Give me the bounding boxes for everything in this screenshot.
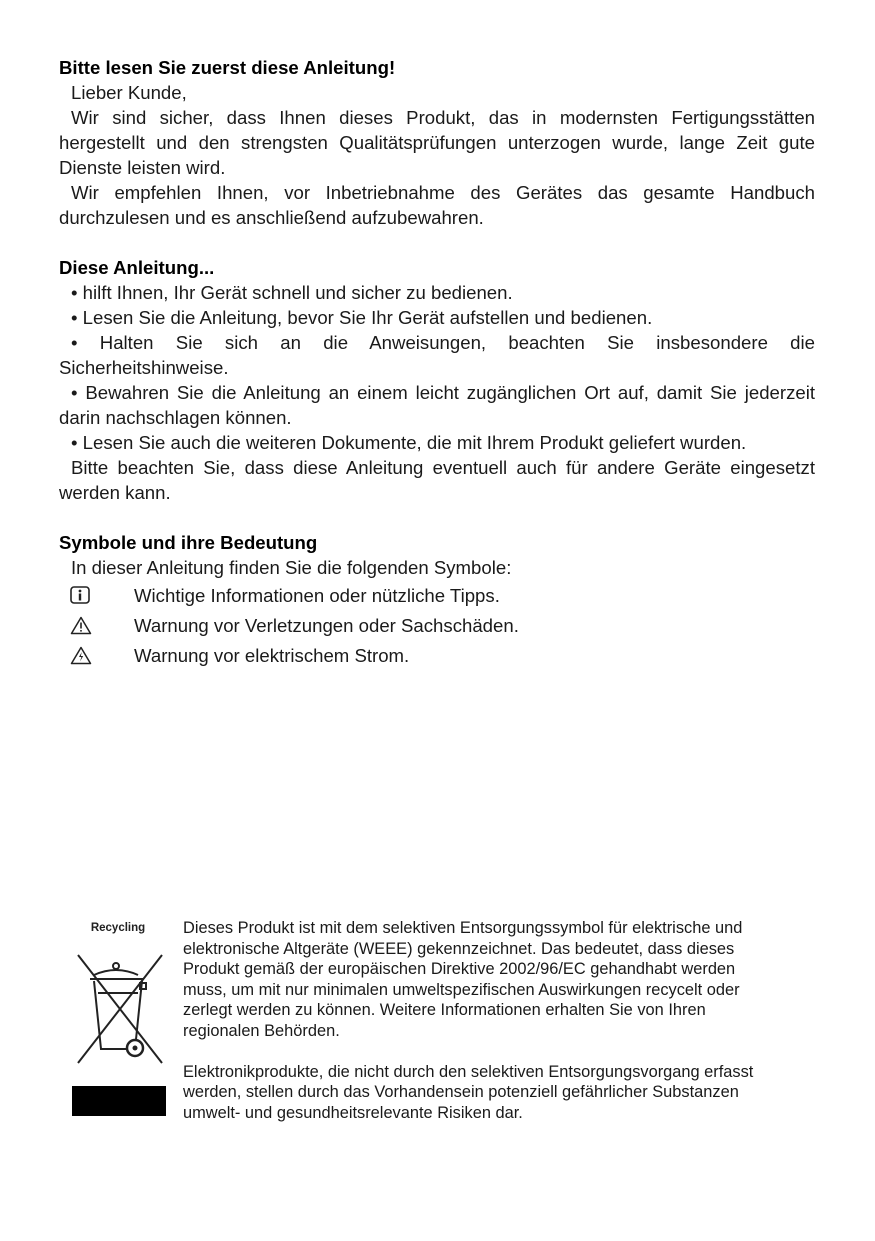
- symbol-row-electric: [59, 640, 815, 670]
- manual-bullet: • Lesen Sie auch die weiteren Dokumente, die mit Ihrem Produkt geliefert wurden.: [71, 432, 747, 453]
- manual-bullet: • Lesen Sie die Anleitung, bevor Sie Ihr Gerät aufstellen und bedienen.: [71, 307, 653, 328]
- info-icon: [59, 586, 134, 604]
- main-content: [59, 55, 815, 670]
- intro-paragraph: Wir sind sicher, dass Ihnen dieses Produkt, das in modernsten Fertigungsstätten hergestellt und den strengsten Qualitätsprüfungen unterzogen wurde, lange Zeit gute Dienste leisten wird.: [59, 107, 815, 178]
- manual-heading: Diese Anleitung...: [59, 257, 215, 278]
- manual-bullet: • Bewahren Sie die Anleitung an einem leicht zugänglichen Ort auf, damit Sie jederzeit darin nachschlagen können.: [59, 382, 815, 428]
- symbol-row-warning: [59, 610, 815, 640]
- recycling-badge: [72, 922, 168, 1116]
- symbol-text: Wichtige Informationen oder nützliche Tipps.: [134, 584, 500, 606]
- crossed-bin-icon: [72, 1056, 168, 1073]
- warning-icon: [59, 616, 134, 635]
- intro-recommendation: Wir empfehlen Ihnen, vor Inbetriebnahme des Gerätes das gesamte Handbuch durchzulesen und es anschließend aufzubewahren.: [59, 182, 815, 228]
- recycling-label: Recycling: [90, 922, 146, 934]
- manual-bullet: • Halten Sie sich an die Anweisungen, beachten Sie insbesondere die Sicherheitshinweise.: [59, 332, 815, 378]
- intro-heading: Bitte lesen Sie zuerst diese Anleitung!: [59, 57, 396, 78]
- greeting: Lieber Kunde,: [71, 82, 187, 103]
- manual-bullet: • hilft Ihnen, Ihr Gerät schnell und sicher zu bedienen.: [71, 282, 513, 303]
- recycling-paragraph: Elektronikprodukte, die nicht durch den selektiven Entsorgungsvorgang erfasst werden, stellen durch das Vorhandensein potenziell gefährlicher Substanzen umwelt- und gesundheitsrelevante Risiken dar.: [183, 1062, 754, 1122]
- recycling-text: [183, 918, 758, 1123]
- recycling-black-bar: [72, 1086, 166, 1116]
- symbols-intro: In dieser Anleitung finden Sie die folgenden Symbole:: [71, 557, 512, 578]
- manual-note: Bitte beachten Sie, dass diese Anleitung eventuell auch für andere Geräte eingesetzt werden kann.: [59, 457, 815, 503]
- symbol-text: Warnung vor Verletzungen oder Sachschäden.: [134, 614, 519, 636]
- symbol-row-info: [59, 580, 815, 610]
- symbol-text: Warnung vor elektrischem Strom.: [134, 644, 410, 666]
- recycling-paragraph: Dieses Produkt ist mit dem selektiven Entsorgungssymbol für elektrische und elektronische Altgeräte (WEEE) gekennzeichnet. Das bedeutet, dass dieses Produkt gemäß der europäischen Direktive 2002/96/EC gehandhabt werden muss, um mit nur minimalen umweltspezifischen Auswirkungen recycelt oder zerlegt werden zu können. Weitere Informationen erhalten Sie von Ihren regionalen Behörden.: [183, 919, 743, 1040]
- symbols-heading: Symbole und ihre Bedeutung: [59, 532, 318, 553]
- electric-warning-icon: [59, 646, 134, 665]
